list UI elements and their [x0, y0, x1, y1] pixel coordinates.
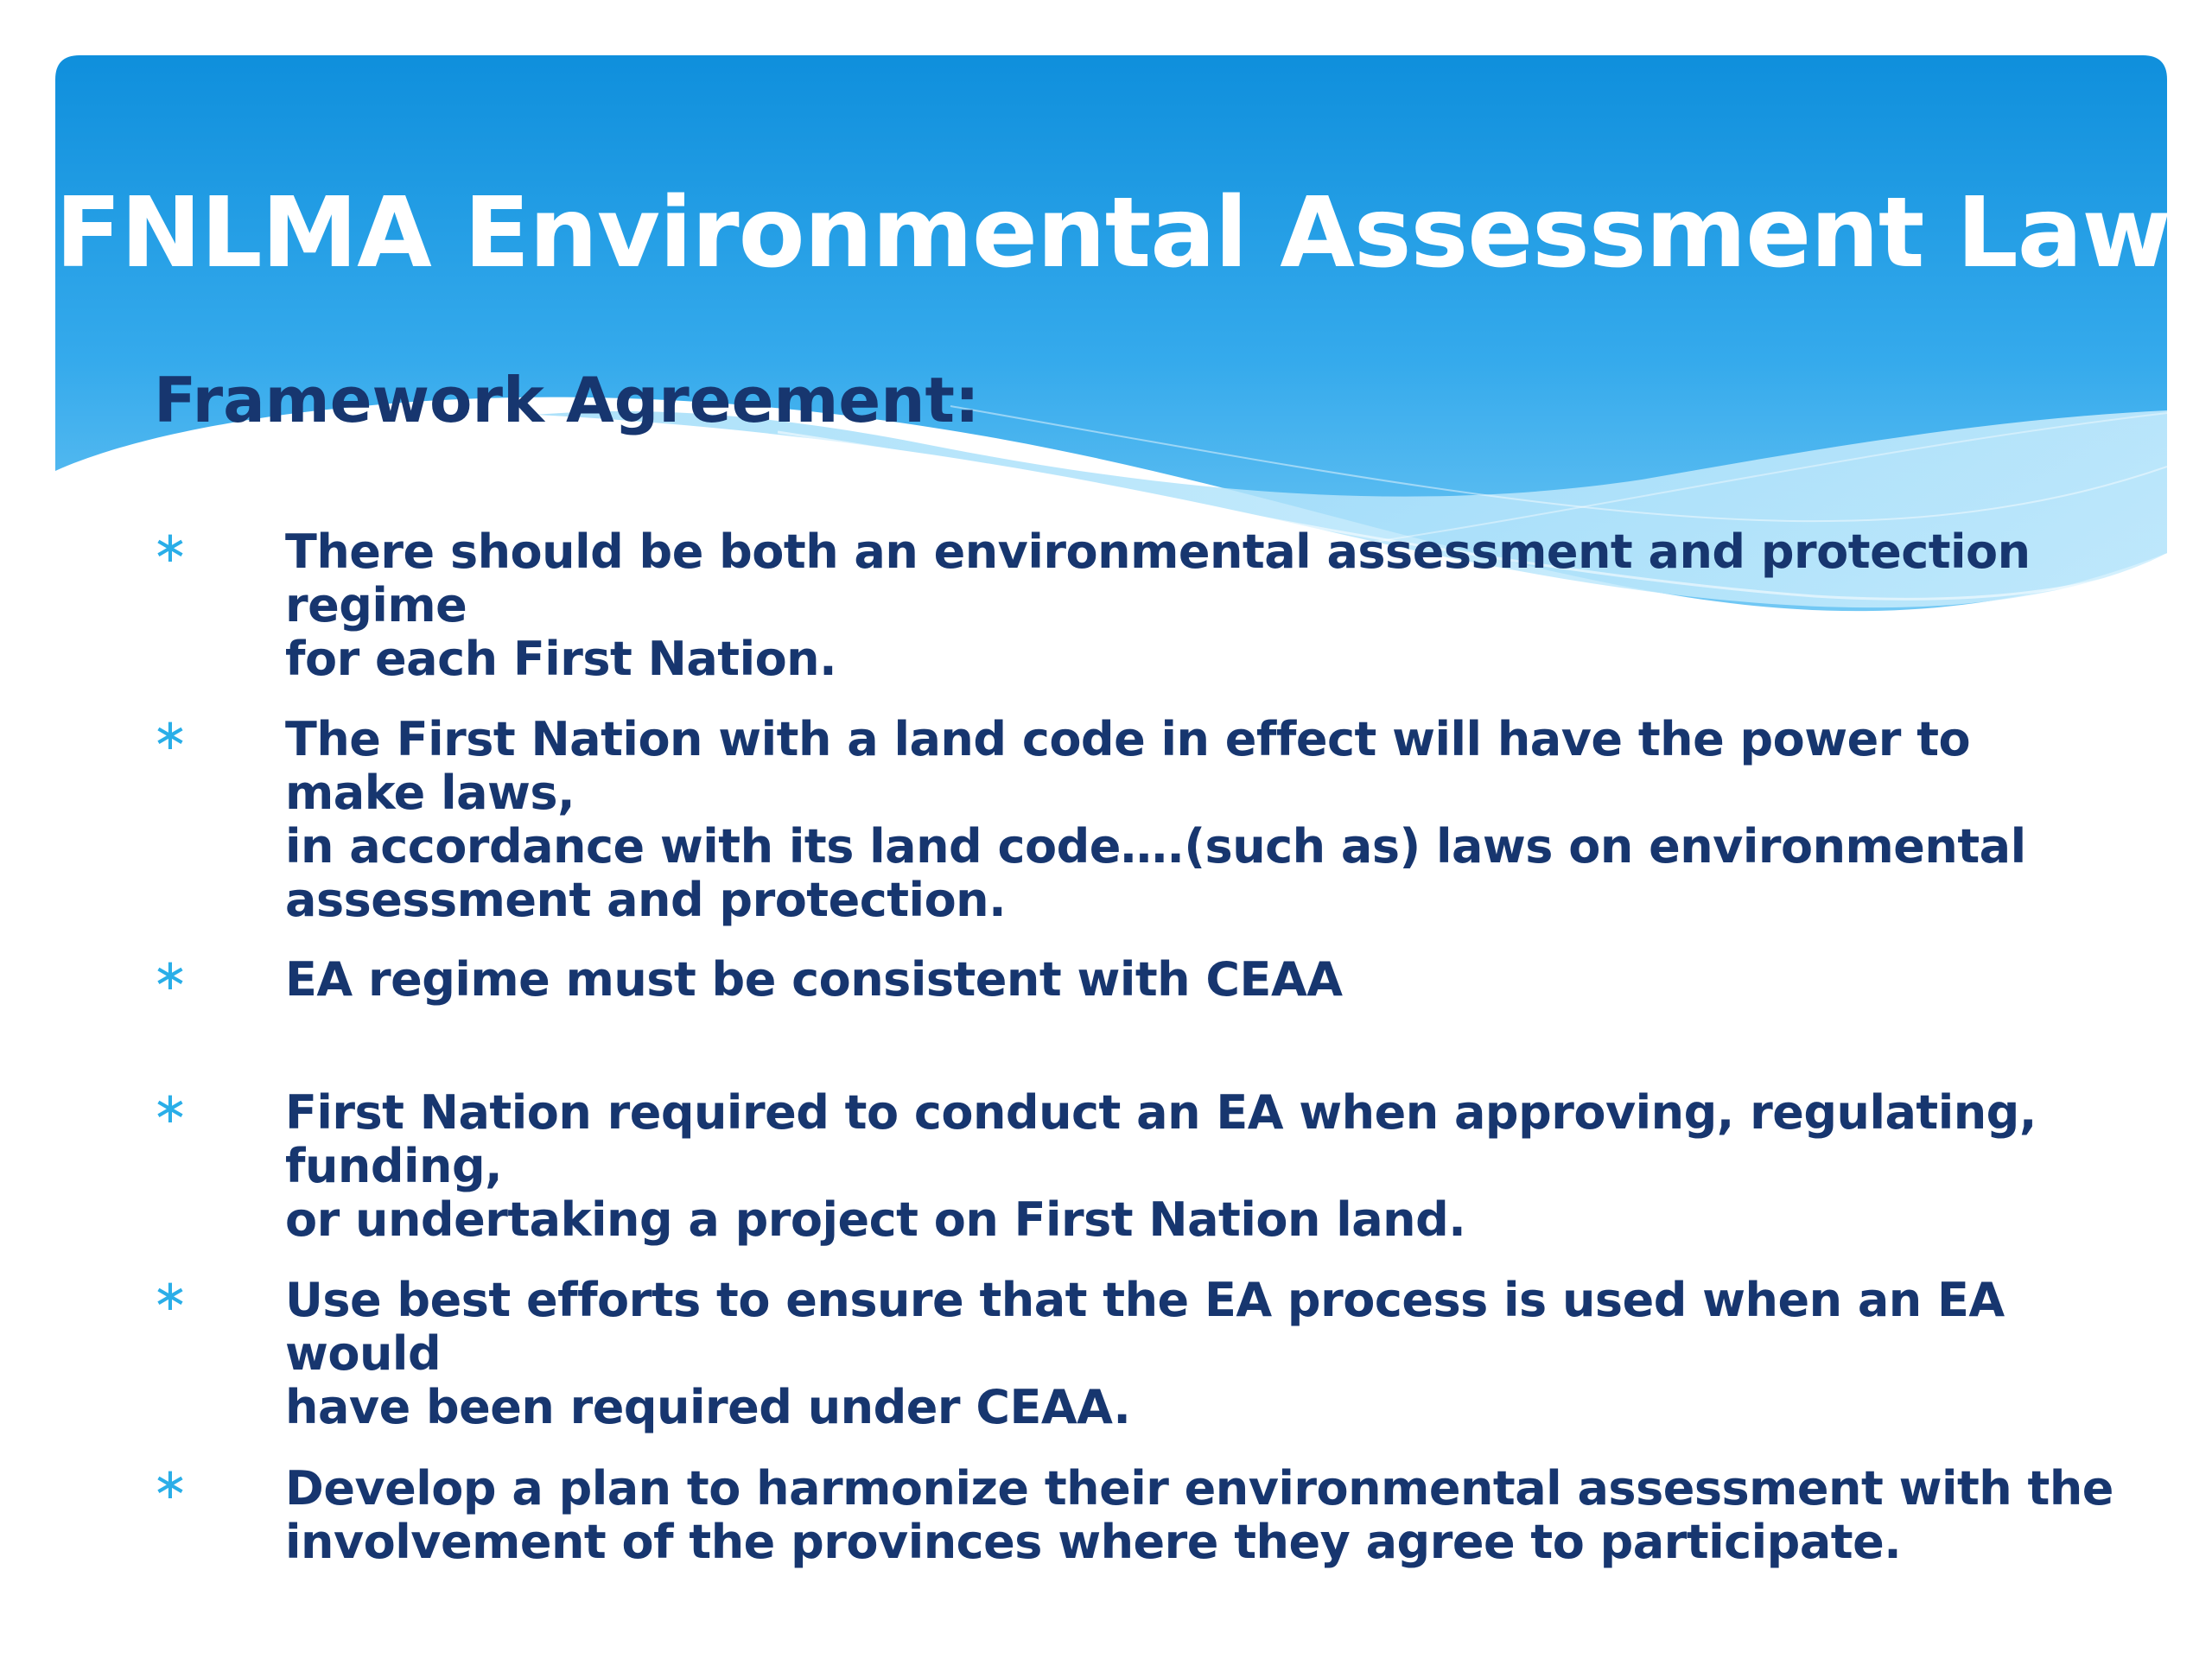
asterisk-bullet-icon: ∗	[152, 1083, 188, 1133]
bullet-text: There should be both an environmental assessment and protection regime for each First Nation.	[285, 524, 2031, 686]
bullet-text: Use best efforts to ensure that the EA process is used when an EA would have been required under CEAA.	[285, 1273, 2005, 1434]
asterisk-bullet-icon: ∗	[152, 709, 188, 760]
asterisk-bullet-icon: ∗	[152, 522, 188, 572]
bullet-text: EA regime must be consistent with CEAA	[285, 952, 1343, 1007]
slide-title: FNLMA Environmental Assessment Law	[55, 177, 2171, 289]
asterisk-bullet-icon: ∗	[152, 1459, 188, 1509]
bullet-text: First Nation required to conduct an EA when approving, regulating, funding, or undertaking a project on First Nation land.	[285, 1085, 2037, 1247]
slide-subtitle: Framework Agreement:	[154, 364, 980, 436]
asterisk-bullet-icon: ∗	[152, 950, 188, 1000]
bullet-text: Develop a plan to harmonize their environmental assessment with the involvement of the provinces where they agree to participate.	[285, 1461, 2113, 1569]
asterisk-bullet-icon: ∗	[152, 1270, 188, 1320]
bullet-text: The First Nation with a land code in effect will have the power to make laws, in accordance with its land code….(such as) laws on environmental assessment and protection.	[285, 712, 2026, 927]
